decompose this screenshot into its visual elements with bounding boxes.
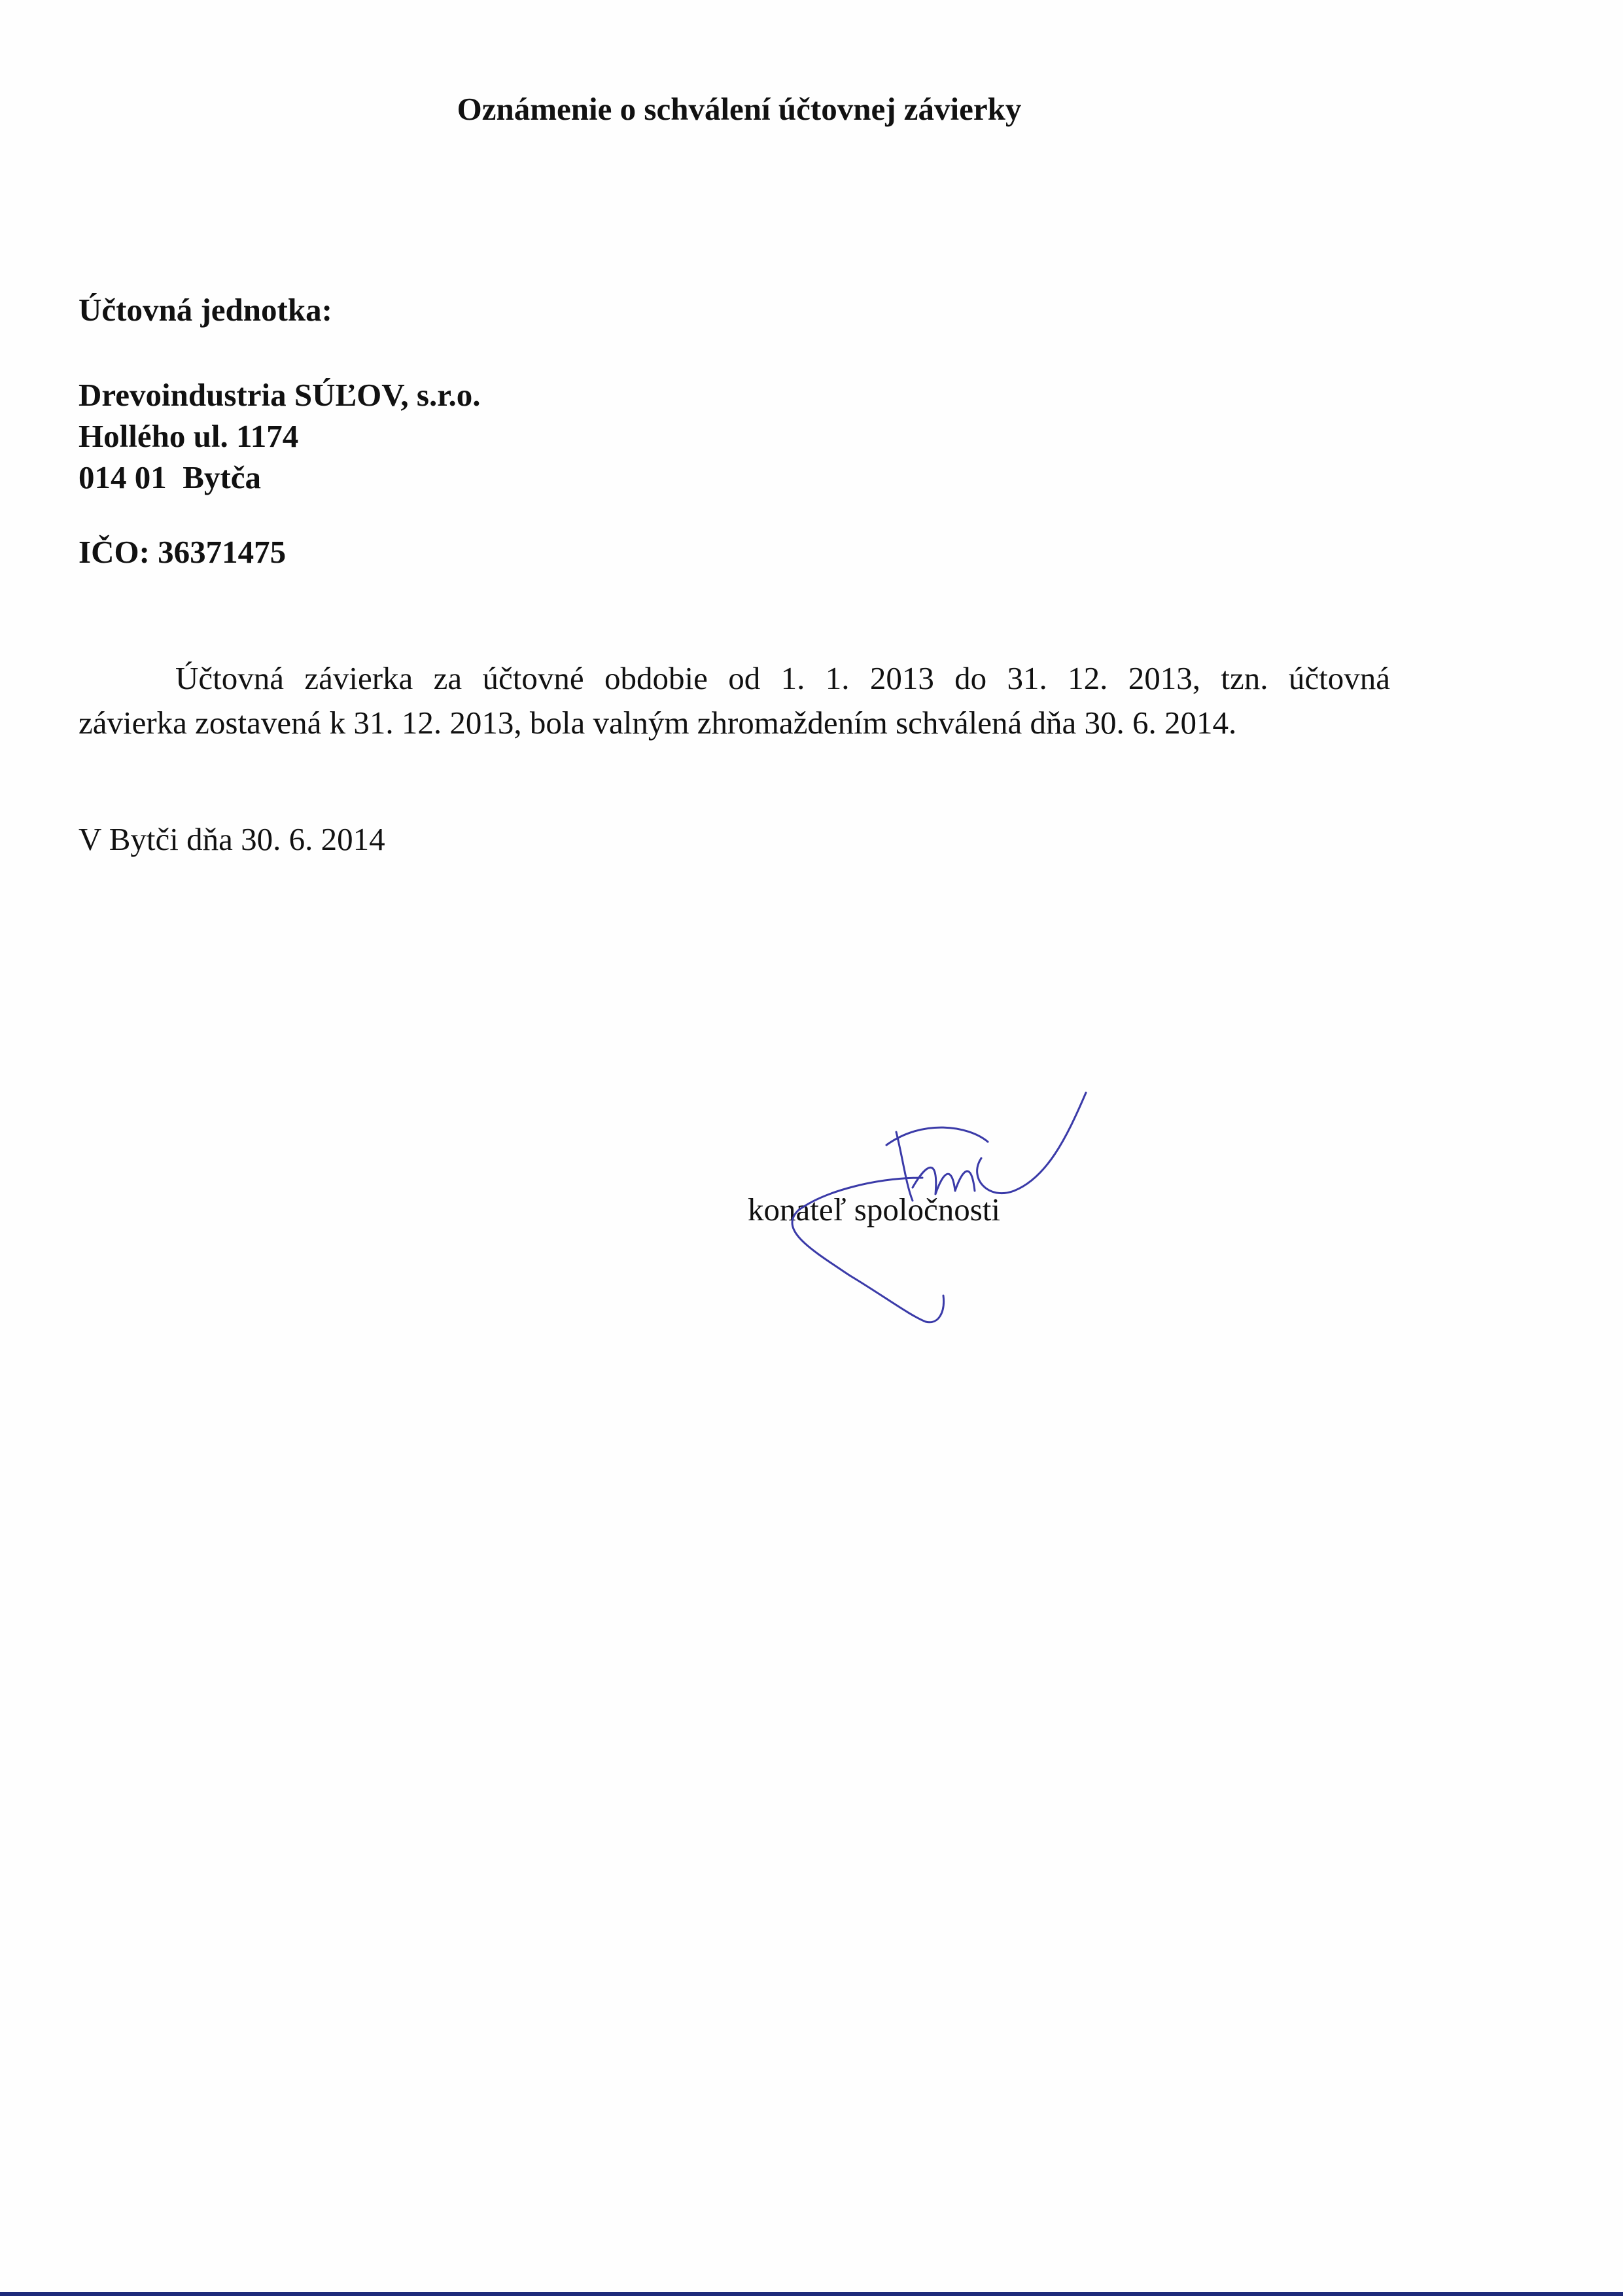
statement-line-1: Účtovná závierka za účtovné obdobie od 1. 1. 2013 do 31. 12. 2013, tzn. účtovná: [175, 660, 1390, 696]
place-and-date: V Bytči dňa 30. 6. 2014: [79, 821, 385, 857]
entity-name: Drevoindustria SÚĽOV, s.r.o.: [79, 377, 481, 413]
entity-city: 014 01 Bytča: [79, 459, 261, 495]
document-title: Oznámenie o schválení účtovnej závierky: [457, 91, 1022, 127]
handwritten-signature: [772, 1080, 1112, 1341]
scan-edge-strip: [0, 2292, 1623, 2296]
signer-title: konateľ spoločnosti: [748, 1192, 1000, 1227]
entity-ico: IČO: 36371475: [79, 534, 287, 570]
accounting-unit-label: Účtovná jednotka:: [79, 292, 332, 328]
approval-statement: [79, 656, 1390, 745]
statement-line-2: závierka zostavená k 31. 12. 2013, bola valným zhromaždením schválená dňa 30. 6. 2014.: [79, 705, 1237, 741]
entity-address: [79, 374, 480, 498]
entity-street: Hollého ul. 1174: [79, 418, 299, 454]
